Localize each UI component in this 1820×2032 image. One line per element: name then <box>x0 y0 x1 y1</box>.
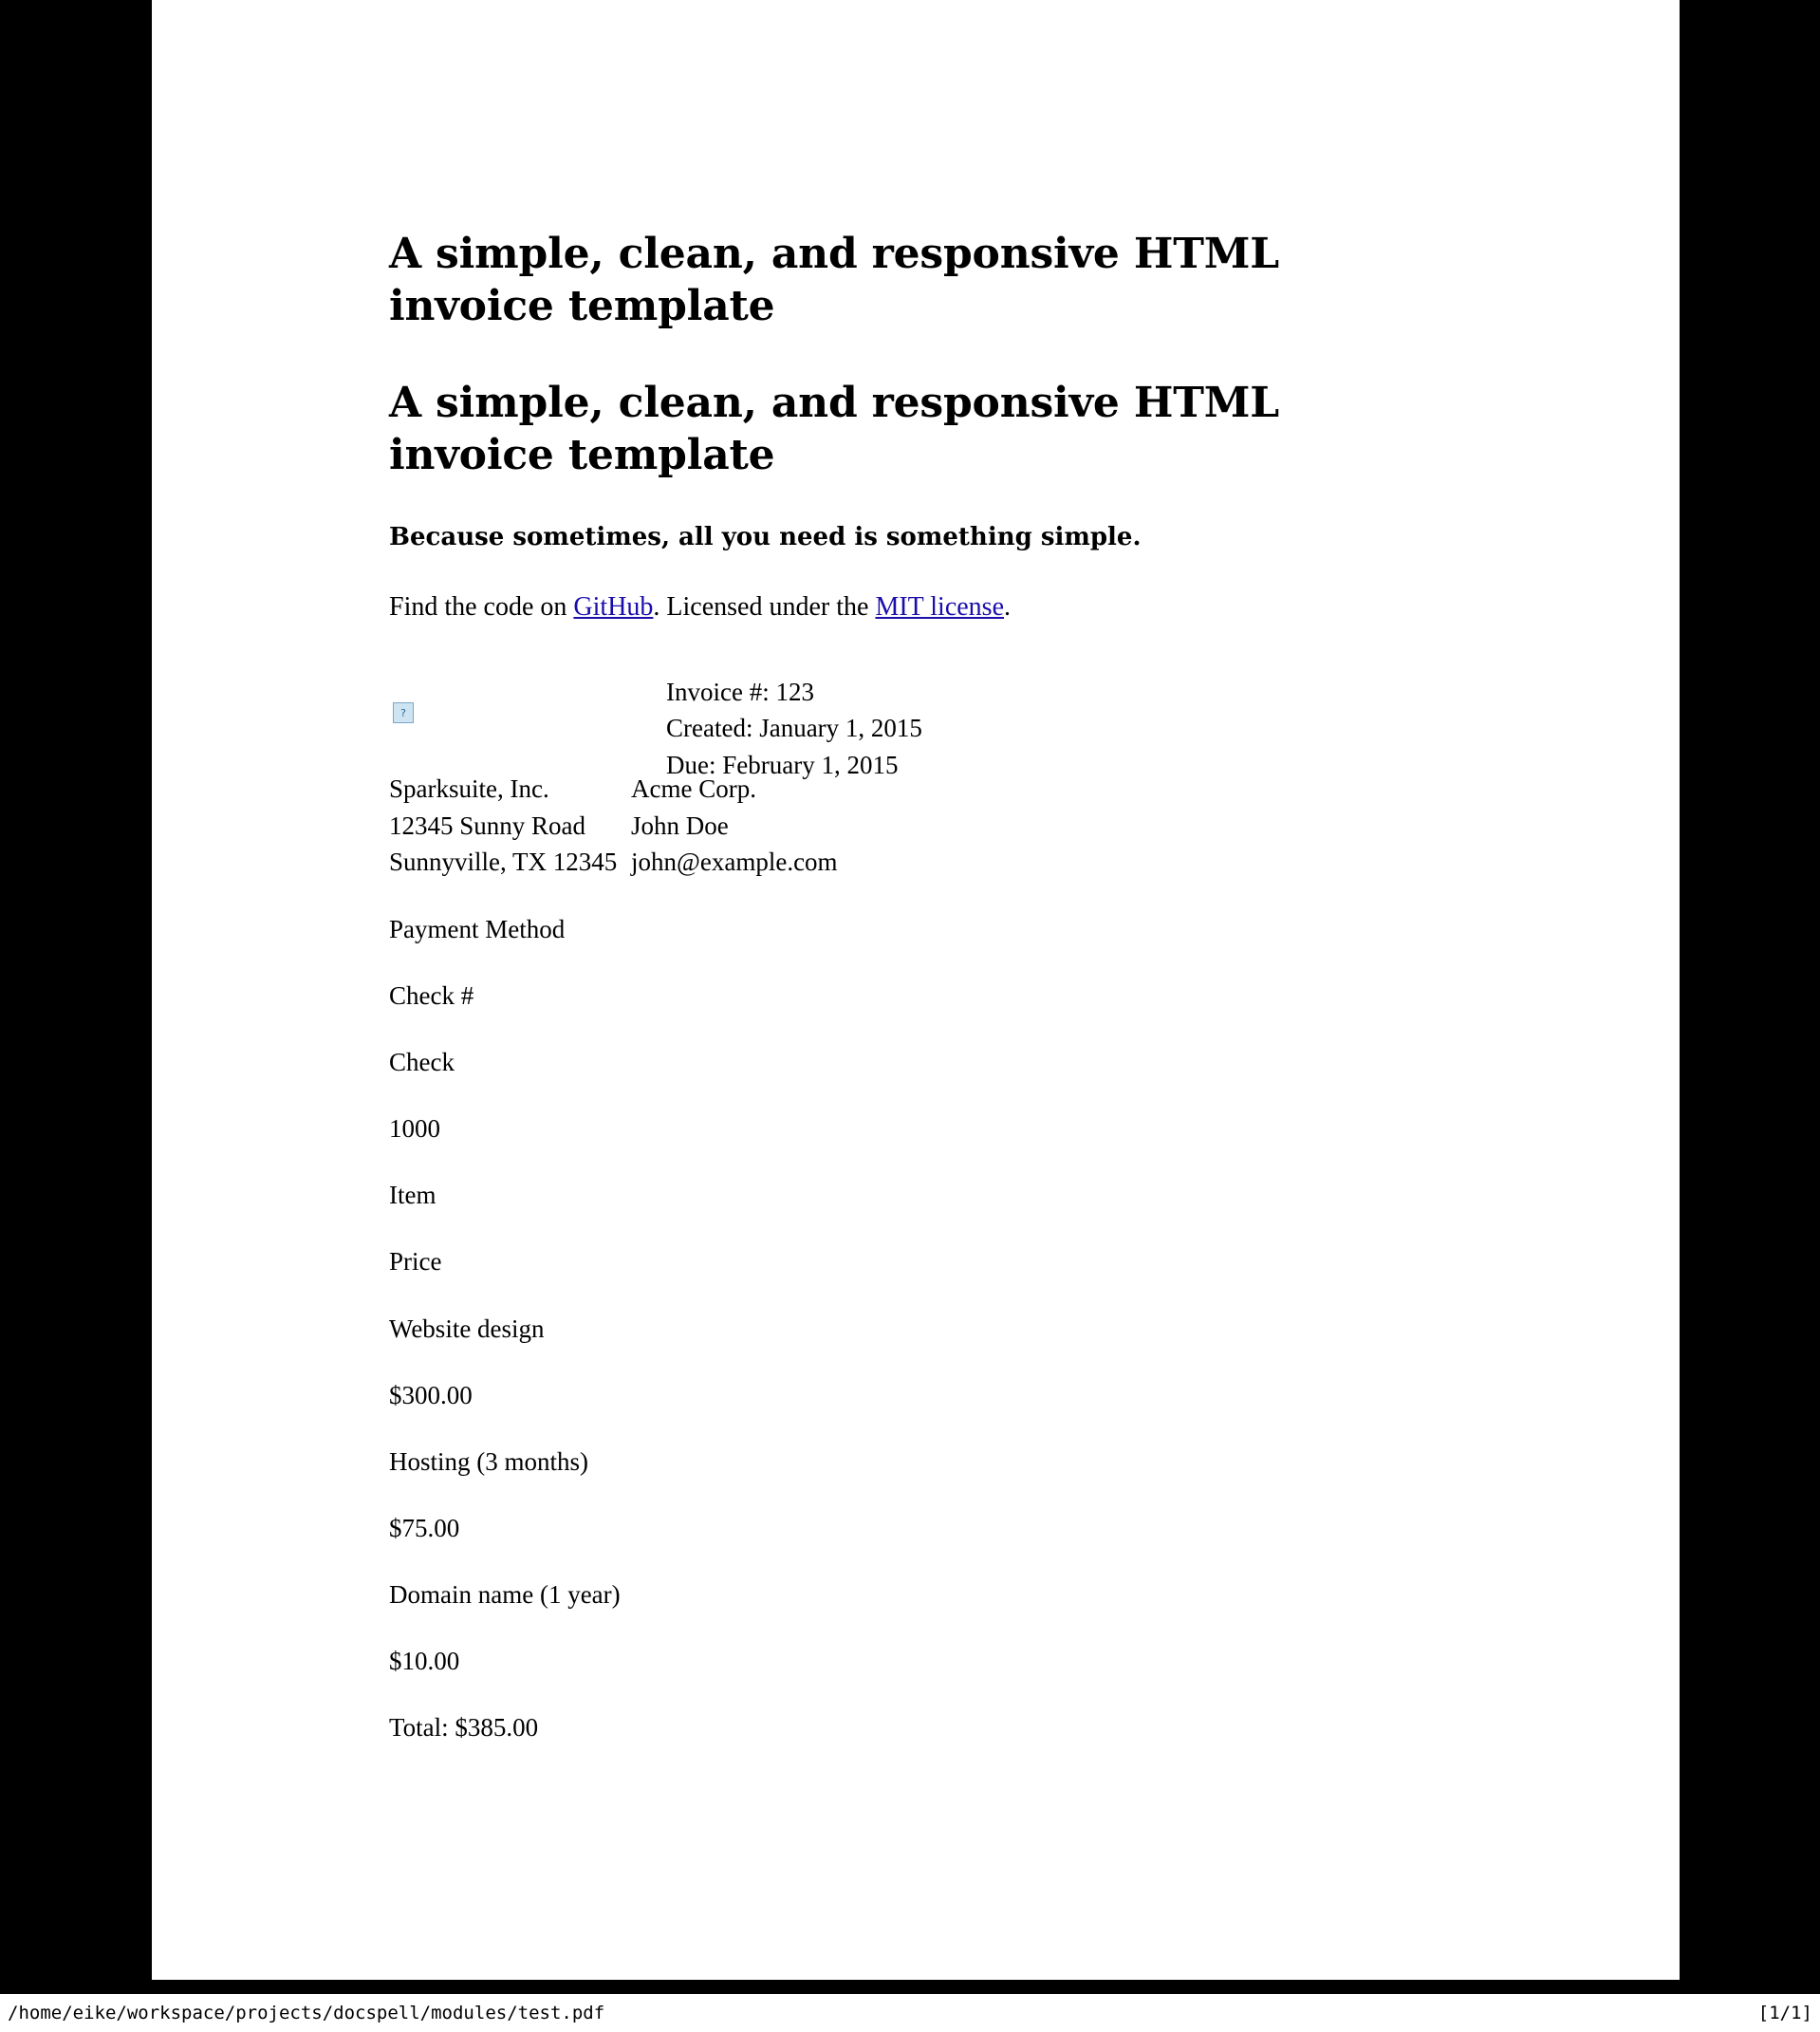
list-item: Payment Method <box>389 914 566 943</box>
mit-license-link[interactable]: MIT license <box>875 591 1005 622</box>
invoice-number: Invoice #: 123 <box>666 677 814 706</box>
list-item: Price <box>389 1247 442 1277</box>
list-item: Check # <box>389 981 474 1011</box>
pdf-page <box>152 0 1680 1980</box>
find-code-middle: . Licensed under the <box>653 591 876 622</box>
document-heading-secondary: A simple, clean, and responsive HTML invoice template <box>389 378 1280 480</box>
list-item: Hosting (3 months) <box>389 1446 589 1476</box>
document-tagline: Because sometimes, all you need is something simple. <box>389 522 1142 551</box>
list-item: Item <box>389 1181 436 1210</box>
buyer-address <box>631 771 838 881</box>
buyer-company: Acme Corp. <box>631 774 756 803</box>
list-item: Total: $385.00 <box>389 1713 539 1743</box>
buyer-email: john@example.com <box>631 848 838 877</box>
list-item: Check <box>389 1048 455 1077</box>
file-path: /home/eike/workspace/projects/docspell/modules/test.pdf <box>8 2003 605 2023</box>
find-code-suffix: . <box>1004 591 1012 622</box>
seller-name: Sparksuite, Inc. <box>389 774 549 803</box>
invoice-addresses <box>389 771 1452 885</box>
find-code-paragraph <box>389 590 1452 625</box>
list-item: Domain name (1 year) <box>389 1579 621 1609</box>
invoice-lines <box>389 913 1452 1744</box>
document-body <box>389 228 1452 1744</box>
seller-street: 12345 Sunny Road <box>389 811 586 840</box>
find-code-prefix: Find the code on <box>389 591 574 622</box>
invoice-created: Created: January 1, 2015 <box>666 714 922 743</box>
page-title: A simple, clean, and responsive HTML invoice template <box>389 230 1280 331</box>
list-item: $300.00 <box>389 1380 473 1409</box>
broken-image-icon <box>393 702 414 723</box>
buyer-contact: John Doe <box>631 811 729 840</box>
list-item: $75.00 <box>389 1513 460 1542</box>
invoice-meta <box>666 674 922 783</box>
list-item: $10.00 <box>389 1646 460 1675</box>
status-bar <box>0 1994 1820 2032</box>
list-item: 1000 <box>389 1114 440 1144</box>
page-indicator: [1/1] <box>1757 2003 1812 2023</box>
github-link[interactable]: GitHub <box>573 591 654 622</box>
seller-address <box>389 771 617 881</box>
seller-city: Sunnyville, TX 12345 <box>389 848 618 877</box>
list-item: Website design <box>389 1314 545 1343</box>
invoice-due: Due: February 1, 2015 <box>666 750 899 779</box>
svg-text:?: ? <box>400 706 406 719</box>
invoice-meta-block <box>389 674 1452 779</box>
